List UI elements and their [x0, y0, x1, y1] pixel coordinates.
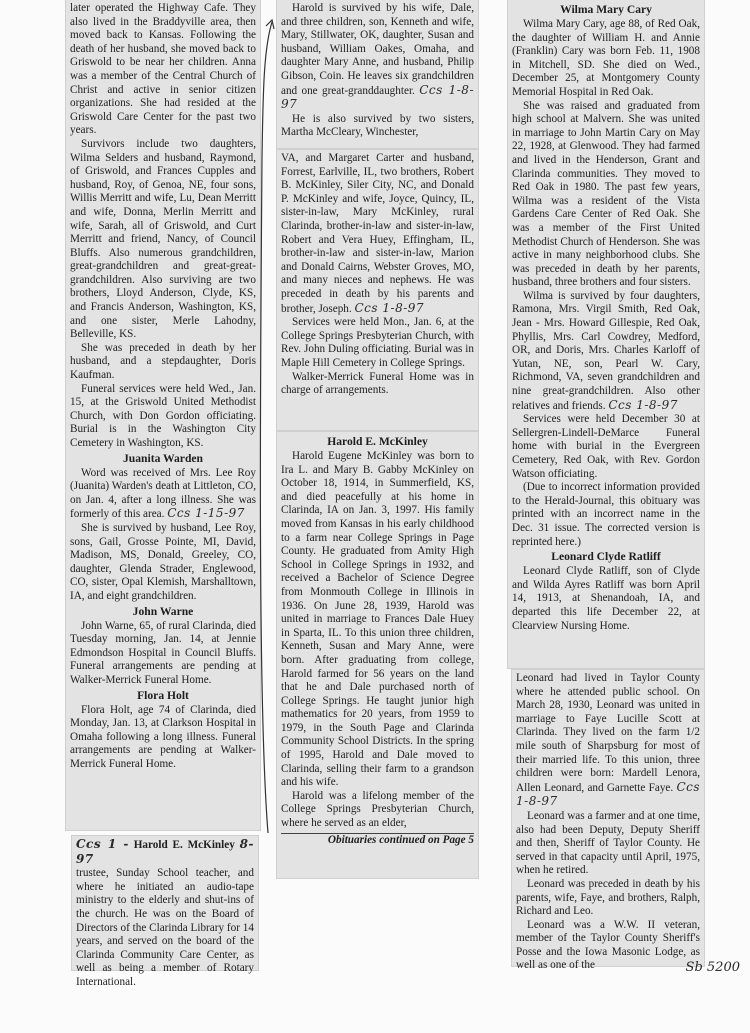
services-text: Services were held Mon., Jan. 6, at the College Springs Presbyterian Church, with Rev. John Duling officiating. Burial was in Maple Hill Cemetery in College Springs.	[281, 316, 474, 369]
ratliff-text-4: Leonard was preceded in death by his parents, wife, Faye, and brothers, Ralph, Richard and Leo.	[516, 877, 700, 918]
ratliff-text-1: Leonard Clyde Ratliff, son of Clyde and Wilda Ayres Ratliff was born April 14, 1913, at Shenandoah, IA, and departed this life December 22, at Clearview Nursing Home.	[512, 565, 700, 632]
holt-heading: Flora Holt	[137, 688, 189, 702]
clipping-col1	[66, 0, 260, 830]
clipping-col3-ratliff	[512, 670, 704, 972]
clipping-col2-mckinley	[277, 432, 478, 878]
warden-text-1: Word was received of Mrs. Lee Roy (Juanita) Warden's death at Littleton, CO, on Jan. 4, after a long illness. She was formerly of this area. Ccs 1-15-97	[70, 466, 256, 521]
warne-heading: John Warne	[132, 604, 194, 618]
clipping-col2-top	[277, 0, 478, 148]
survivors-text: Harold is survived by his wife, Dale, and three children, son, Kenneth and wife, Mary, Stillwater, OK, daughter, Susan and husband, William Oakes, Omaha, and daughter Mary Anne, and husband, Philip Gibson, Coin. He leaves six grandchildren and one great-granddaughter. Ccs 1-8-97	[281, 2, 474, 112]
cary-text-5: (Due to incorrect information provided to the Herald-Journal, this obituary was printed with an incorrect name in the Dec. 31 issue. The corrected version is reprinted here.)	[512, 481, 700, 548]
anna-text-4: Funeral services were held Wed., Jan. 15, at the Griswold United Methodist Church, with Don Gordon officiating. Burial is in the Washington City Cemetery in Washington, KS.	[70, 382, 256, 449]
anna-text-2: Survivors include two daughters, Wilma Selders and husband, Raymond, of Griswold, and Frances Cupples and husband, Roy, of Genoa, NE, four sons, Willis Merritt and wife, Lu, Dean Merritt and wife, Donna, Merlin Merritt and wife, Sarah, all of Griswold, and Curt Merritt and friend, Nancy, of Council Bluffs. Also numerous grandchildren, great-grandchildren and great-great-grandchildren. Also surviving are two brothers, Lloyd Anderson, Clyde, KS, and Francis Anderson, Washington, KS, and one sister, Merle Lahodny, Belleville, KS.	[70, 137, 256, 341]
sisters-text: He is also survived by two sisters, Martha McCleary, Winchester,	[281, 112, 474, 139]
cary-text-4: Services were held December 30 at Sellergren-Lindell-DeMarce Funeral home with burial in the Evergreen Cemetery, Red Oak, with Rev. Gordon Watson officiating.	[512, 413, 700, 480]
handwritten-date-note: Ccs 1-8-97	[354, 300, 425, 315]
ratliff-text-2: Leonard had lived in Taylor County where he attended public school. On March 28, 1930, Leonard was united in marriage to Faye Lucille Scott at Clarinda. They lived on the farm 1/2 mile south of Sharpsburg for most of their married life. To this union, three children were born: Mardell Lenora, Allen Leonard, and Garnette Faye. Ccs 1-8-97	[516, 672, 700, 809]
anna-text-3: She was preceded in death by her husband, and a stepdaughter, Doris Kaufman.	[70, 341, 256, 382]
cary-text-3: Wilma is survived by four daughters, Ramona, Mrs. Virgil Smith, Red Oak, Jean - Mrs. Howard Gillespie, Red Oak, Phyllis, Mrs. Carl Cowdrey, Medford, OR, and Doris, Mrs. Charles Karloff of Yutan, NE, son, Pearl W. Cary, Richmond, VA, seven grandchildren and nine great-grandchildren. Also other relatives and friends. Ccs 1-8-97	[512, 289, 700, 412]
mckinley-text-2: Harold was a lifelong member of the College Springs Presbyterian Church, where he served as an elder,	[281, 789, 474, 830]
handwritten-date-note: Ccs 1-15-97	[167, 506, 245, 521]
clipping-col2-mid	[277, 150, 478, 430]
relatives-text: VA, and Margaret Carter and husband, Forrest, Earlville, IL, two brothers, Robert B. McKinley, Siler City, NC, and Donald P. McKinley and wife, Joyce, Quincy, IL, sister-in-law, Mary McKinley, rural Clarinda, brother-in-law and sister-in-law, Robert and Vera Huey, Effingham, IL, brother-in-law and sister-in-law, Marion and Donald Cairns, Webster Groves, MO, and many nieces and nephews. He was preceded in death by his parents and brother, Joseph. Ccs 1-8-97	[281, 152, 474, 315]
continuation-text: trustee, Sunday School teacher, and where he initiated an audio-tape ministry to the elderly and shut-ins of the church. He was on the Board of Directors of the Clarinda Library for 14 years, and served on the board of the Clarinda Community Care Center, as well as being a member of Rotary International.	[76, 867, 254, 988]
handwritten-date-note: Ccs 1-8-97	[281, 82, 474, 112]
ratliff-text-3: Leonard was a farmer and at one time, also had been Deputy, Deputy Sheriff and then, Sheriff of Taylor County. He served in that capacity until April, 1975, when he retired.	[516, 809, 700, 877]
holt-text: Flora Holt, age 74 of Clarinda, died Monday, Jan. 13, at Clarkson Hospital in Omaha following a long illness. Funeral arrangements are pending at Walker-Merrick Funeral Home.	[70, 703, 256, 770]
cary-text-1: Wilma Mary Cary, age 88, of Red Oak, the daughter of William H. and Annie (Franklin) Cary was born Feb. 11, 1908 in Mitchell, SD. She died on Wed., December 25, at Montgomery County Memorial Hospital in Red Oak.	[512, 18, 700, 98]
continuation-heading: Ccs 1 - Harold E. McKinley 8-97	[76, 837, 254, 866]
mckinley-heading: Harold E. McKinley	[327, 435, 428, 448]
funeral-home-text: Walker-Merrick Funeral Home was in charge of arrangements.	[281, 370, 474, 397]
handwritten-mark: Ccs 1 -	[76, 837, 129, 851]
handwritten-date-note: Ccs 1-8-97	[608, 397, 678, 412]
continued-note: Obituaries continued on Page 5	[281, 833, 474, 848]
handwritten-date-note: Ccs 1-8-97	[516, 779, 700, 809]
warne-text: John Warne, 65, of rural Clarinda, died Tuesday morning, Jan. 14, at Jennie Edmondson Hospital in Council Bluffs. Funeral arrangements are pending at Walker-Merrick Funeral Home.	[70, 619, 256, 686]
handwritten-date-note: 8-97	[76, 837, 254, 866]
hand-drawn-arrow-icon	[250, 8, 280, 838]
ratliff-heading: Leonard Clyde Ratliff	[551, 550, 661, 564]
mckinley-text-1: Harold Eugene McKinley was born to Ira L. and Mary B. Gabby McKinley on October 18, 1914, in Summerfield, KS, and died peacefully at his home in Clarinda, IA on Jan. 3, 1997. His family moved from Kansas in his early childhood to a farm near College Springs in Page County. He graduated from Amity High School in College Springs in 1932, and received a Bachelor of Science Degree from Monmouth College in Illinois in 1936. On June 28, 1939, Harold was united in marriage to Frances Dale Huey in Sparta, IL. To this union three children, Kenneth, Susan and Mary Anne, were born. After graduating from college, Harold farmed for 56 years on the land that he and Dale purchased north of College Springs. He taught junior high mathematics for 20 years, from 1959 to 1979, in the South Page and Clarinda Community School Districts. In the spring of 1995, Harold and Dale moved to Clarinda, selling their farm to a grandson and his wife.	[281, 450, 474, 789]
warden-heading: Juanita Warden	[123, 451, 203, 465]
anna-text-1: later operated the Highway Cafe. They also lived in the Braddyville area, then moved back to Kansas. Following the death of her husband, she moved back to Griswold to be near her children. Anna was a member of the Central Church of Christ and active in senior citizen organizations. She had resided at the Griswold Care Center for the past two years.	[70, 2, 256, 137]
cary-text-2: She was raised and graduated from high school at Malvern. She was united in marriage to John Martin Cary on May 22, 1928, at Glenwood. They had farmed and lived in the Henderson, Grant and Clarinda communities. They moved to Red Oak in 1980. The past few years, Wilma was a resident of the Vista Gardens Care Center of Red Oak. She was a member of the First United Methodist Church of Henderson. She was active in many neighborhood clubs. She was preceded in death by her parents, husband, three brothers and four sisters.	[512, 99, 700, 289]
clipping-col3-cary	[508, 0, 704, 668]
ratliff-text-5: Leonard was a W.W. II veteran, member of the Taylor County Sheriff's Posse and the Iowa Masonic Lodge, as well as one of the	[516, 918, 700, 972]
clipping-continuation	[72, 836, 258, 988]
warden-text-2: She is survived by husband, Lee Roy, sons, Gail, Grosse Pointe, MI, David, Madison, MS, Donald, Greeley, CO, daughter, Glenda Strader, Englewood, CO, sister, Opal Klemish, Marshalltown, IA, and eight grandchildren.	[70, 521, 256, 602]
handwritten-catalog-number: Sb 5200	[685, 960, 740, 975]
cary-heading: Wilma Mary Cary	[560, 3, 652, 16]
